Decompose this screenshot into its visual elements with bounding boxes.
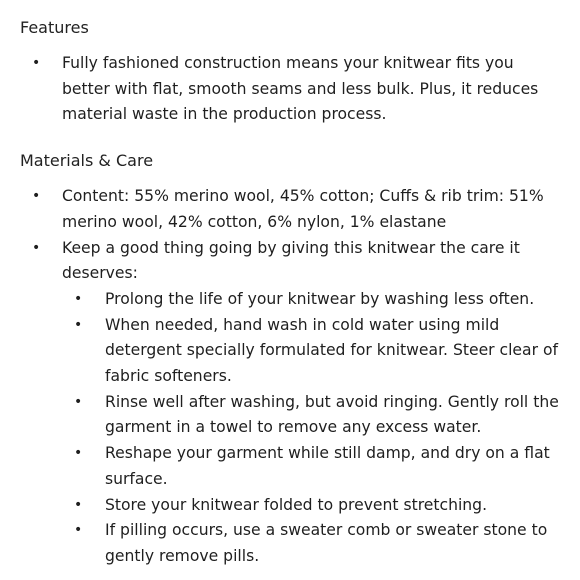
care-intro-item bbox=[20, 236, 565, 570]
care-intro-text: Keep a good thing going by giving this knitwear the care it deserves: bbox=[62, 238, 520, 283]
materials-content-item: • Content: 55% merino wool, 45% cotton; Cuffs & rib trim: 51% merino wool, 42% cotton, 6% nylon, 1% elastane bbox=[20, 184, 565, 235]
materials-list bbox=[20, 184, 565, 570]
care-step: • Prolong the life of your knitwear by washing less often. bbox=[62, 287, 565, 313]
features-heading: Features bbox=[20, 18, 89, 37]
materials-care-heading: Materials & Care bbox=[20, 151, 154, 171]
care-step: • If pilling occurs, use a sweater comb or sweater stone to gently remove pills. bbox=[62, 518, 565, 569]
care-step: • Store your knitwear folded to prevent stretching. bbox=[62, 493, 565, 519]
care-steps-list bbox=[62, 287, 565, 570]
care-step: • When needed, hand wash in cold water using mild detergent specially formulated for knitwear. Steer clear of fabric softeners. bbox=[62, 313, 565, 390]
product-details bbox=[20, 14, 565, 570]
features-item: • Fully fashioned construction means your knitwear fits you better with flat, smooth seams and less bulk. Plus, it reduces material waste in the production process. bbox=[20, 51, 565, 128]
care-step: • Rinse well after washing, but avoid ringing. Gently roll the garment in a towel to remove any excess water. bbox=[62, 390, 565, 441]
features-list bbox=[20, 51, 565, 128]
care-step: • Reshape your garment while still damp, and dry on a flat surface. bbox=[62, 441, 565, 492]
